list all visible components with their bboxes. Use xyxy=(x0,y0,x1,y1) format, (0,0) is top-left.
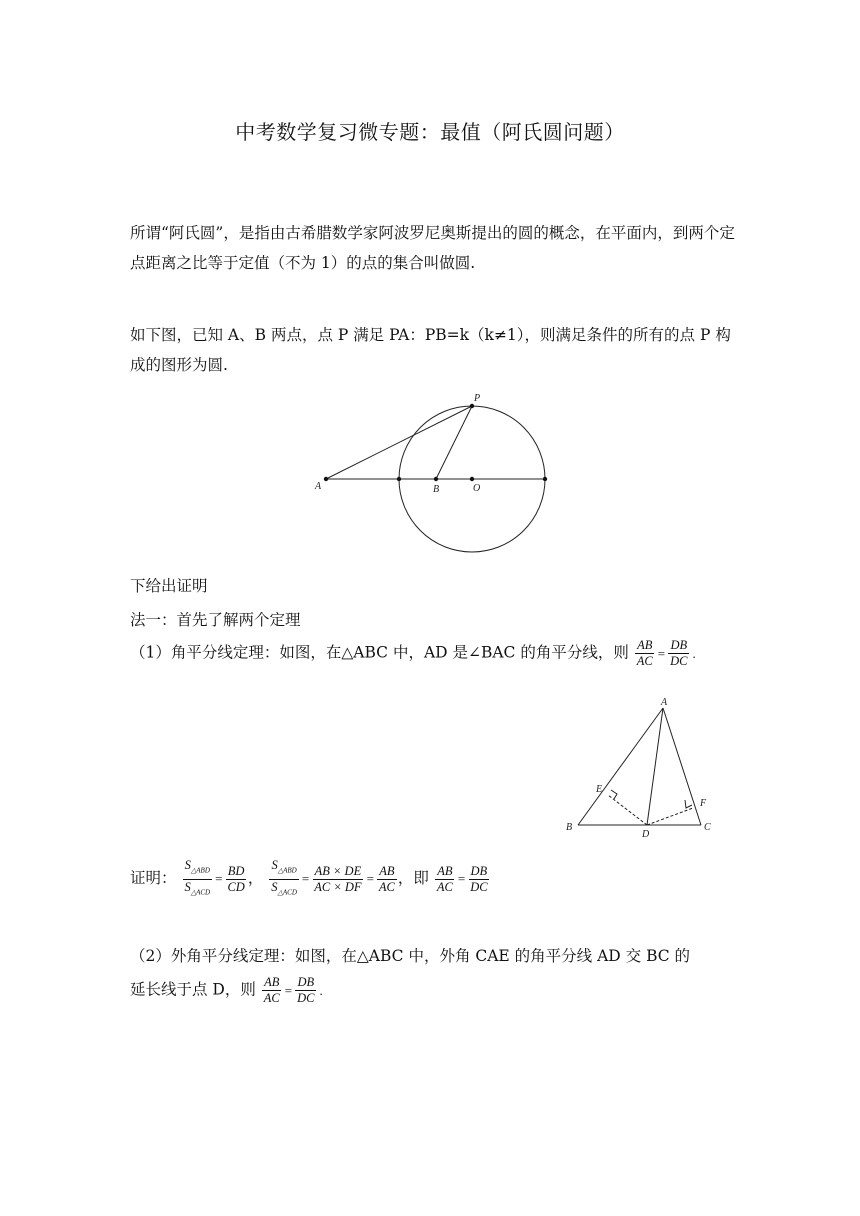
point-a xyxy=(324,477,328,481)
intro-paragraph: 所谓“阿氏圆”，是指由古希腊数学家阿波罗尼奥斯提出的圆的概念，在平面内，到两个定点距离之比等于定值（不为 1）的点的集合叫做圆. xyxy=(130,224,735,272)
fraction-denominator: AC xyxy=(378,879,395,894)
theorem-one-text: （1）角平分线定理：如图，在△ABC 中，AD 是∠BAC 的角平分线，则 xyxy=(130,643,629,662)
equals-sign: = xyxy=(215,871,223,886)
page-title: 中考数学复习微专题：最值（阿氏圆问题） xyxy=(235,120,625,144)
area-subscript: △ACD xyxy=(277,888,297,896)
fraction-numerator xyxy=(269,858,298,880)
label-a: A xyxy=(661,697,668,708)
area-symbol: S xyxy=(271,858,278,872)
fraction-area-ratio xyxy=(182,858,212,900)
fraction-numerator: AB xyxy=(637,638,653,652)
fraction-db-dc xyxy=(668,638,689,669)
fraction-numerator: BD xyxy=(227,863,245,878)
segment-pb xyxy=(436,406,472,479)
area-symbol: S xyxy=(184,879,191,894)
fraction-denominator: CD xyxy=(227,879,245,894)
label-b: B xyxy=(566,822,573,833)
segment-pa xyxy=(326,406,472,479)
angle-bisector-figure xyxy=(560,692,730,842)
fraction-numerator: AB xyxy=(437,863,453,878)
apollonius-circle-figure xyxy=(300,388,560,558)
equals-sign: = xyxy=(457,871,466,886)
comma: ， xyxy=(247,869,264,887)
area-subscript: △ABD xyxy=(190,866,210,875)
label-e: E xyxy=(596,784,603,795)
fraction-numerator: AB xyxy=(379,863,395,878)
fraction-area-ratio-2 xyxy=(269,858,299,900)
fraction-db-dc xyxy=(295,975,316,1006)
proof-label: 证明： xyxy=(130,869,177,887)
bisector-ad xyxy=(647,708,663,825)
area-subscript: △ABD xyxy=(277,866,297,875)
label-d: D xyxy=(642,829,650,840)
fraction-numerator: DB xyxy=(670,638,688,652)
side-ab xyxy=(578,708,663,825)
fraction-denominator: DC xyxy=(297,991,315,1005)
period: . xyxy=(319,982,323,998)
equals-sign: = xyxy=(284,982,293,998)
fraction-product-ratio xyxy=(312,864,363,895)
method-one: 法一：首先了解两个定理 xyxy=(130,611,301,629)
side-ac xyxy=(663,708,701,825)
fraction-ab-ac xyxy=(262,975,282,1006)
fraction-denominator: AC xyxy=(436,879,453,894)
point-p xyxy=(470,404,474,408)
point-right-intersection xyxy=(543,477,547,481)
right-angle-mark-e xyxy=(611,790,617,799)
label-o: O xyxy=(473,483,481,494)
area-symbol: S xyxy=(271,879,278,894)
fraction-numerator: DB xyxy=(297,975,315,989)
label-p: P xyxy=(474,393,481,404)
fraction-denominator: DC xyxy=(470,879,488,894)
fraction-numerator: AB xyxy=(264,975,280,989)
area-symbol: S xyxy=(184,858,191,872)
label-f: F xyxy=(700,798,707,809)
fraction-ab-ac xyxy=(435,864,455,895)
label-a: A xyxy=(315,481,322,492)
equals-sign: = xyxy=(657,645,666,661)
fraction-denominator: DC xyxy=(670,654,688,668)
equals-sign: = xyxy=(301,871,310,886)
fraction-denominator xyxy=(182,880,212,901)
fraction-numerator: DB xyxy=(470,863,488,878)
proof-intro: 下给出证明 xyxy=(130,577,208,595)
fraction-ab-ac xyxy=(635,638,655,669)
fraction-denominator: AC xyxy=(636,654,653,668)
fraction-numerator: AB × DE xyxy=(314,863,362,878)
equals-sign: = xyxy=(366,871,374,886)
right-angle-mark-f xyxy=(685,800,692,808)
point-o xyxy=(470,477,474,481)
fraction-denominator: AC × DF xyxy=(314,879,362,894)
point-b xyxy=(434,477,438,481)
theorem-one xyxy=(130,638,698,669)
fraction-denominator xyxy=(269,880,299,901)
theorem-two-line-two xyxy=(130,975,325,1006)
proof-line xyxy=(130,858,491,900)
label-b: B xyxy=(433,484,440,495)
description-paragraph: 如下图，已知 A、B 两点，点 P 满足 PA：PB=k（k≠1），则满足条件的所有的点 P 构成的图形为圆. xyxy=(130,326,731,374)
point-left-intersection xyxy=(397,477,401,481)
fraction-denominator: AC xyxy=(263,991,280,1005)
label-c: C xyxy=(704,822,711,833)
perpendicular-de xyxy=(608,795,647,825)
fraction-numerator xyxy=(183,858,212,880)
perpendicular-df xyxy=(647,808,693,825)
fraction-bd-cd xyxy=(225,864,246,895)
fraction-db-dc xyxy=(468,864,489,895)
theorem-two-text: 延长线于点 D，则 xyxy=(130,980,256,999)
theorem-two-line-one: （2）外角平分线定理：如图，在△ABC 中，外角 CAE 的角平分线 AD 交 BC 的 xyxy=(130,947,691,965)
area-subscript: △ACD xyxy=(190,888,211,896)
conclusion-word: ，即 xyxy=(397,869,429,887)
period: . xyxy=(692,645,696,661)
fraction-ab-ac xyxy=(377,864,397,895)
